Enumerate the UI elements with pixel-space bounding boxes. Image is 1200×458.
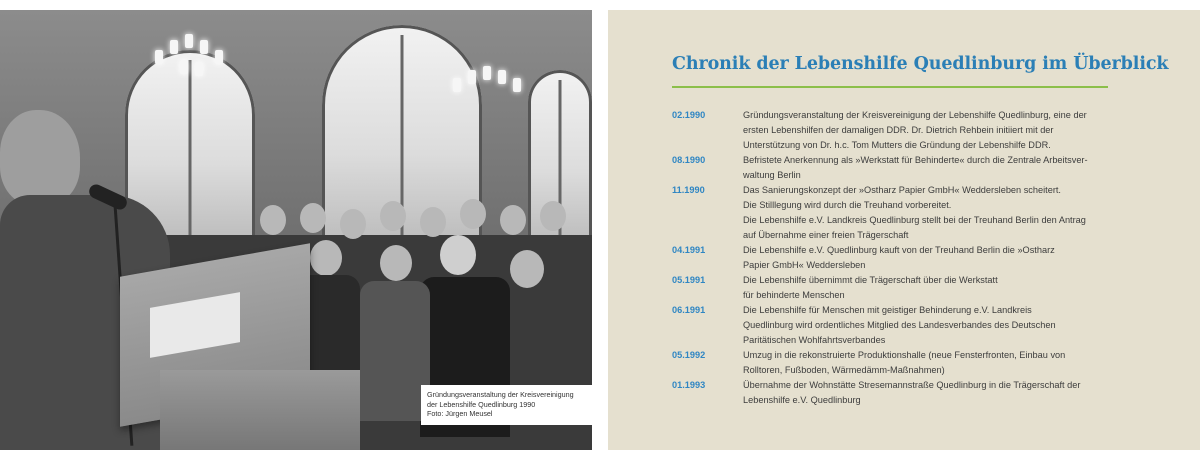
entry-text: [743, 273, 1112, 303]
entry-line: Befristete Anerkennung als »Werkstatt für Behinderte« durch die Zentrale Arbeitsver-: [743, 155, 1088, 165]
entry-line: Übernahme der Wohnstätte Stresemannstraße Quedlinburg in die Trägerschaft der: [743, 380, 1081, 390]
entry-line: Die Lebenshilfe für Menschen mit geistiger Behinderung e.V. Landkreis: [743, 305, 1032, 315]
caption-line: Gründungsveranstaltung der Kreisvereinigung: [427, 390, 574, 399]
chronicle-entry: [672, 303, 1112, 348]
entry-line: waltung Berlin: [743, 170, 801, 180]
chronicle-title: Chronik der Lebenshilfe Quedlinburg im Überblick: [672, 54, 1169, 74]
photo-caption: [421, 385, 592, 425]
entry-text: [743, 153, 1112, 183]
founding-event-photo: [0, 10, 592, 450]
chronicle-entry: [672, 273, 1112, 303]
chronicle-page: [608, 10, 1200, 450]
chronicle-entry: [672, 243, 1112, 273]
entry-line: Die Lebenshilfe übernimmt die Trägerschaft über die Werkstatt: [743, 275, 998, 285]
entry-date: 04.1991: [672, 245, 706, 255]
entry-text: [743, 183, 1112, 243]
entry-line: Unterstützung von Dr. h.c. Tom Mutters die Gründung der Lebenshilfe DDR.: [743, 140, 1051, 150]
entry-line: Paritätischen Wohlfahrtsverbandes: [743, 335, 886, 345]
entry-date: 11.1990: [672, 185, 705, 195]
entry-date: 02.1990: [672, 110, 706, 120]
entry-line: Papier GmbH« Weddersleben: [743, 260, 866, 270]
entry-line: Quedlinburg wird ordentliches Mitglied des Landesverbandes des Deutschen: [743, 320, 1056, 330]
caption-line: Foto: Jürgen Meusel: [427, 409, 493, 418]
entry-date: 06.1991: [672, 305, 706, 315]
entry-line: Umzug in die rekonstruierte Produktionshalle (neue Fensterfronten, Einbau von: [743, 350, 1066, 360]
chronicle-entry: [672, 183, 1112, 243]
entry-date: 05.1991: [672, 275, 706, 285]
chronicle-entry: [672, 153, 1112, 183]
chandelier: [448, 50, 538, 110]
entry-date: 01.1993: [672, 380, 706, 390]
entry-date: 05.1992: [672, 350, 706, 360]
chandelier: [150, 20, 240, 80]
entry-date: 08.1990: [672, 155, 706, 165]
entry-line: Lebenshilfe e.V. Quedlinburg: [743, 395, 861, 405]
entry-line: auf Übernahme einer freien Trägerschaft: [743, 230, 909, 240]
chronicle-list: [672, 108, 1112, 408]
chronicle-entry: [672, 378, 1112, 408]
entry-line: Die Stilllegung wird durch die Treuhand vorbereitet.: [743, 200, 952, 210]
chronicle-entry: [672, 348, 1112, 378]
entry-text: [743, 348, 1112, 378]
entry-text: [743, 108, 1112, 153]
entry-line: ersten Lebenshilfen der damaligen DDR. Dr. Dietrich Rehbein initiiert mit der: [743, 125, 1054, 135]
entry-line: Gründungsveranstaltung der Kreisvereinigung der Lebenshilfe Quedlinburg, eine der: [743, 110, 1087, 120]
title-divider: [672, 86, 1108, 88]
entry-line: Die Lebenshilfe e.V. Quedlinburg kauft von der Treuhand Berlin die »Ostharz: [743, 245, 1055, 255]
chronicle-entry: [672, 108, 1112, 153]
entry-line: Die Lebenshilfe e.V. Landkreis Quedlinburg stellt bei der Treuhand Berlin den Antrag: [743, 215, 1086, 225]
entry-line: für behinderte Menschen: [743, 290, 845, 300]
entry-text: [743, 303, 1112, 348]
entry-line: Das Sanierungskonzept der »Ostharz Papier GmbH« Weddersleben scheitert.: [743, 185, 1061, 195]
speaker: [0, 110, 80, 205]
entry-text: [743, 243, 1112, 273]
caption-line: der Lebenshilfe Quedlinburg 1990: [427, 399, 536, 409]
entry-line: Rolltoren, Fußboden, Wärmedämm-Maßnahmen): [743, 365, 945, 375]
entry-text: [743, 378, 1112, 408]
lectern-front: [160, 370, 360, 450]
